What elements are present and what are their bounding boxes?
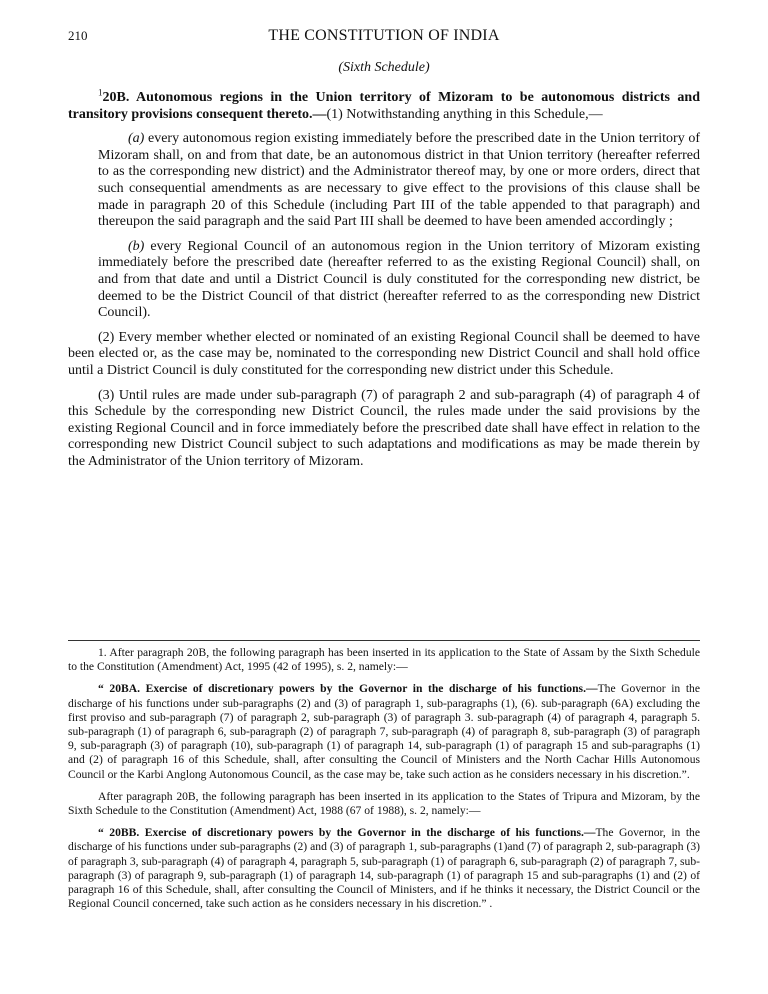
page-header <box>68 28 700 50</box>
page-number: 210 <box>68 28 88 43</box>
paragraph-2: (2) Every member whether elected or nominated of an existing Regional Council shall be deemed to have been elected or, as the case may be, nominated to the corresponding new District Council and shall hold office until a District Council is duly constituted for the corresponding new district under this Schedule. <box>68 329 700 378</box>
section-heading-paragraph <box>68 87 700 123</box>
clause-a <box>98 131 700 231</box>
clause-b-label: (b) <box>128 238 145 254</box>
clause-a-text: every autonomous region existing immediately before the prescribed date in the Union territory of Mizoram shall, on and from that date, be an autonomous district in that Union territory (hereafter referred to as the corresponding new district) and the Administrator thereof may, by one or more orders, direct that such consequential amendments as are necessary to give effect to the provisions of this clause shall be made in paragraph 20 of this Schedule (including Part III of the table appended to that paragraph) and thereupon the said paragraph and the said Part III shall be deemed to have been amended accordingly ; <box>98 131 700 230</box>
clause-b <box>98 239 700 322</box>
paragraph-3: (3) Until rules are made under sub-paragraph (7) of paragraph 2 and sub-paragraph (4) of paragraph 4 of this Schedule by the corresponding new District Council, the rules made under the said provisions by the existing Regional Council and in force immediately before the prescribed date shall have effect in relation to the corresponding new District Council subject to such adaptations and modifications as may be made therein by the Administrator of the Union territory of Mizoram. <box>68 387 700 469</box>
section-intro: (1) Notwithstanding anything in this Schedule,— <box>326 106 603 122</box>
footnote-marker: 1 <box>98 87 103 98</box>
footnote-20ba-heading: “ 20BA. Exercise of discretionary powers by the Governor in the discharge of his functions.— <box>98 682 598 696</box>
footnote-20bb-heading: “ 20BB. Exercise of discretionary powers by the Governor in the discharge of his functions.— <box>98 826 596 840</box>
footnote-divider <box>68 640 700 641</box>
main-text <box>68 87 700 478</box>
clause-b-text: every Regional Council of an autonomous region in the Union territory of Mizoram existing immediately before the prescribed date (hereafter referred to as the existing Regional Council) shall, on and from that date and until a District Council is duly constituted for the corresponding new district, be deemed to be the District Council of that district (hereafter referred to as the corresponding new District Council). <box>98 238 700 321</box>
section-heading: 20B. Autonomous regions in the Union territory of Mizoram to be autonomous districts and transitory provisions consequent thereto.— <box>68 90 700 122</box>
footnotes <box>68 646 700 911</box>
footnote-20bb <box>68 826 700 911</box>
footnote-2: After paragraph 20B, the following paragraph has been inserted in its application to the States of Tripura and Mizoram, by the Sixth Schedule to the Constitution (Amendment) Act, 1988 (67 of 1988), s. 2, namely:— <box>68 789 700 818</box>
footnote-20ba <box>68 682 700 781</box>
footnote-1: 1. After paragraph 20B, the following paragraph has been inserted in its application to the State of Assam by the Sixth Schedule to the Constitution (Amendment) Act, 1995 (42 of 1995), s. 2, namely:— <box>68 646 700 674</box>
running-title: THE CONSTITUTION OF INDIA <box>268 27 500 44</box>
footnote-20bb-text: The Governor, in the discharge of his functions under sub-paragraphs (2) and (3) of paragraph 1, sub-paragraphs (1)and (7) of paragraph 2, sub-paragraph (3) of paragraph 3, sub-paragraph (4) of paragraph 4, paragraph 5, sub-paragraph (1) of paragraph 6, sub-paragraph (2) of paragraph 7, sub-paragraph (3) of paragraph 9, sub-paragraph (1) of paragraph 14, sub-paragraph (1) of paragraph 15 and sub-paragraphs (1) and (2) of paragraph 16 of this Schedule, shall, after consulting the Council of Ministers, and if he thinks it necessary, the District Council or the Regional Council concerned, take such action as he considers necessary in his discretion.” . <box>68 826 700 911</box>
schedule-subtitle: (Sixth Schedule) <box>338 60 430 75</box>
footnote-20ba-text: The Governor in the discharge of his functions under sub-paragraphs (2) and (3) of paragraph 1, sub-paragraphs (1), (6). sub-paragraph (6A) excluding the first proviso and sub-paragraph (7) of paragraph 2, sub-paragraph (3) of paragraph 3. sub-paragraph (4) of paragraph 4, paragraph 5. sub-paragraph (1) of paragraph 6, sub-paragraph (2) of paragraph 7, sub-paragraph (4) of paragraph 8, sub-paragraph (3) of paragraph 9, sub-paragraph (3) of paragraph (10), sub-paragraph (1) of paragraph 14, sub-paragraph (1) of paragraph 15 and sub-paragraphs (1) and (2) of paragraph 16 of this Schedule, shall, after consulting the Council of Ministers and the North Cachar Hills Autonomous Council or the Karbi Anglong Autonomous Council, as the case may be, take such action as he considers necessary in his discretion.”. <box>68 682 700 781</box>
clause-a-label: (a) <box>128 131 145 147</box>
